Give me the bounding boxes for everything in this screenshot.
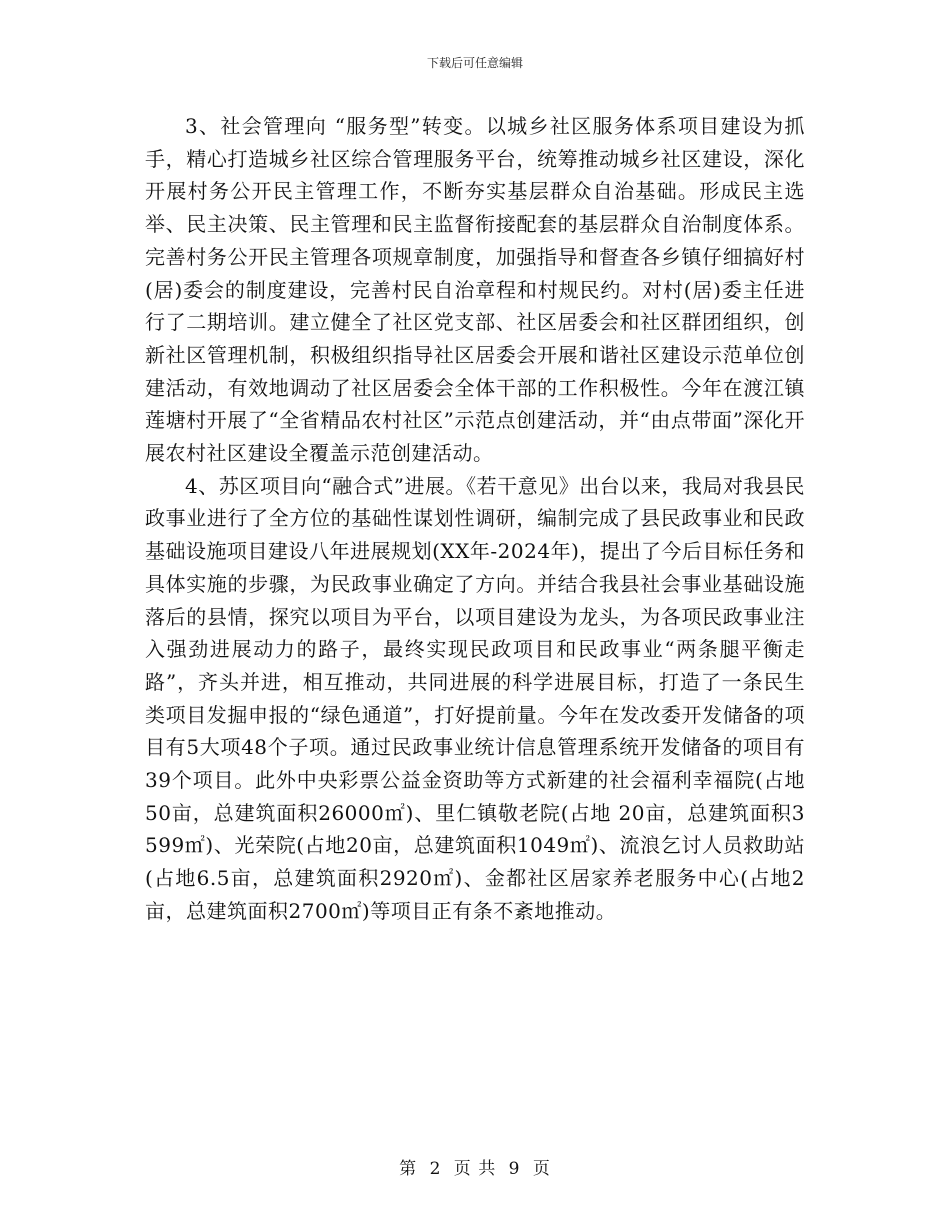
document-body [145,110,805,928]
footer-current-page: 2 [429,1159,442,1179]
footer-total-pages: 9 [508,1159,521,1179]
page-header-note: 下载后可任意编辑 [426,56,523,70]
footer-prefix: 第 [399,1159,418,1179]
footer-suffix: 页 [532,1159,551,1179]
paragraph-social-management: 3、社会管理向 “服务型”转变。以城乡社区服务体系项目建设为抓手，精心打造城乡社区综合管理服务平台，统筹推动城乡社区建设，深化开展村务公开民主管理工作，不断夯实基层群众自治基础。形成民主选举、民主决策、民主管理和民主监督衔接配套的基层群众自治制度体系。完善村务公开民主管理各项规章制度，加强指导和督查各乡镇仔细搞好村(居)委会的制度建设，完善村民自治章程和村规民约。对村(居)委主任进行了二期培训。建立健全了社区党支部、社区居委会和社区群团组织，创新社区管理机制，积极组织指导社区居委会开展和谐社区建设示范单位创建活动，有效地调动了社区居委会全体干部的工作积极性。今年在渡江镇莲塘村开展了“全省精品农村社区”示范点创建活动，并“由点带面”深化开展农村社区建设全覆盖示范创建活动。 [145,114,805,466]
paragraph-soviet-area-projects: 4、苏区项目向“融合式”进展。《若干意见》出台以来，我局对我县民政事业进行了全方位的基础性谋划性调研，编制完成了县民政事业和民政基础设施项目建设八年进展规划(XX年-2024年)，提出了今后目标任务和具体实施的步骤，为民政事业确定了方向。并结合我县社会事业基础设施落后的县情，探究以项目为平台，以项目建设为龙头，为各项民政事业注入强劲进展动力的路子，最终实现民政项目和民政事业“两条腿平衡走路”，齐头并进，相互推动，共同进展的科学进展目标，打造了一条民生类项目发掘申报的“绿色通道”，打好提前量。今年在发改委开发储备的项目有5大项48个子项。通过民政事业统计信息管理系统开发储备的项目有39个项目。此外中央彩票公益金资助等方式新建的社会福利幸福院(占地50亩，总建筑面积26000㎡)、里仁镇敬老院(占地 20亩，总建筑面积3599㎡)、光荣院(占地20亩，总建筑面积1049㎡)、流浪乞讨人员救助站(占地6.5亩，总建筑面积2920㎡)、金都社区居家养老服务中心(占地2亩，总建筑面积2700㎡)等项目正有条不紊地推动。 [145,473,805,923]
page-number-footer [0,1154,950,1179]
footer-middle: 页 共 [453,1159,497,1179]
